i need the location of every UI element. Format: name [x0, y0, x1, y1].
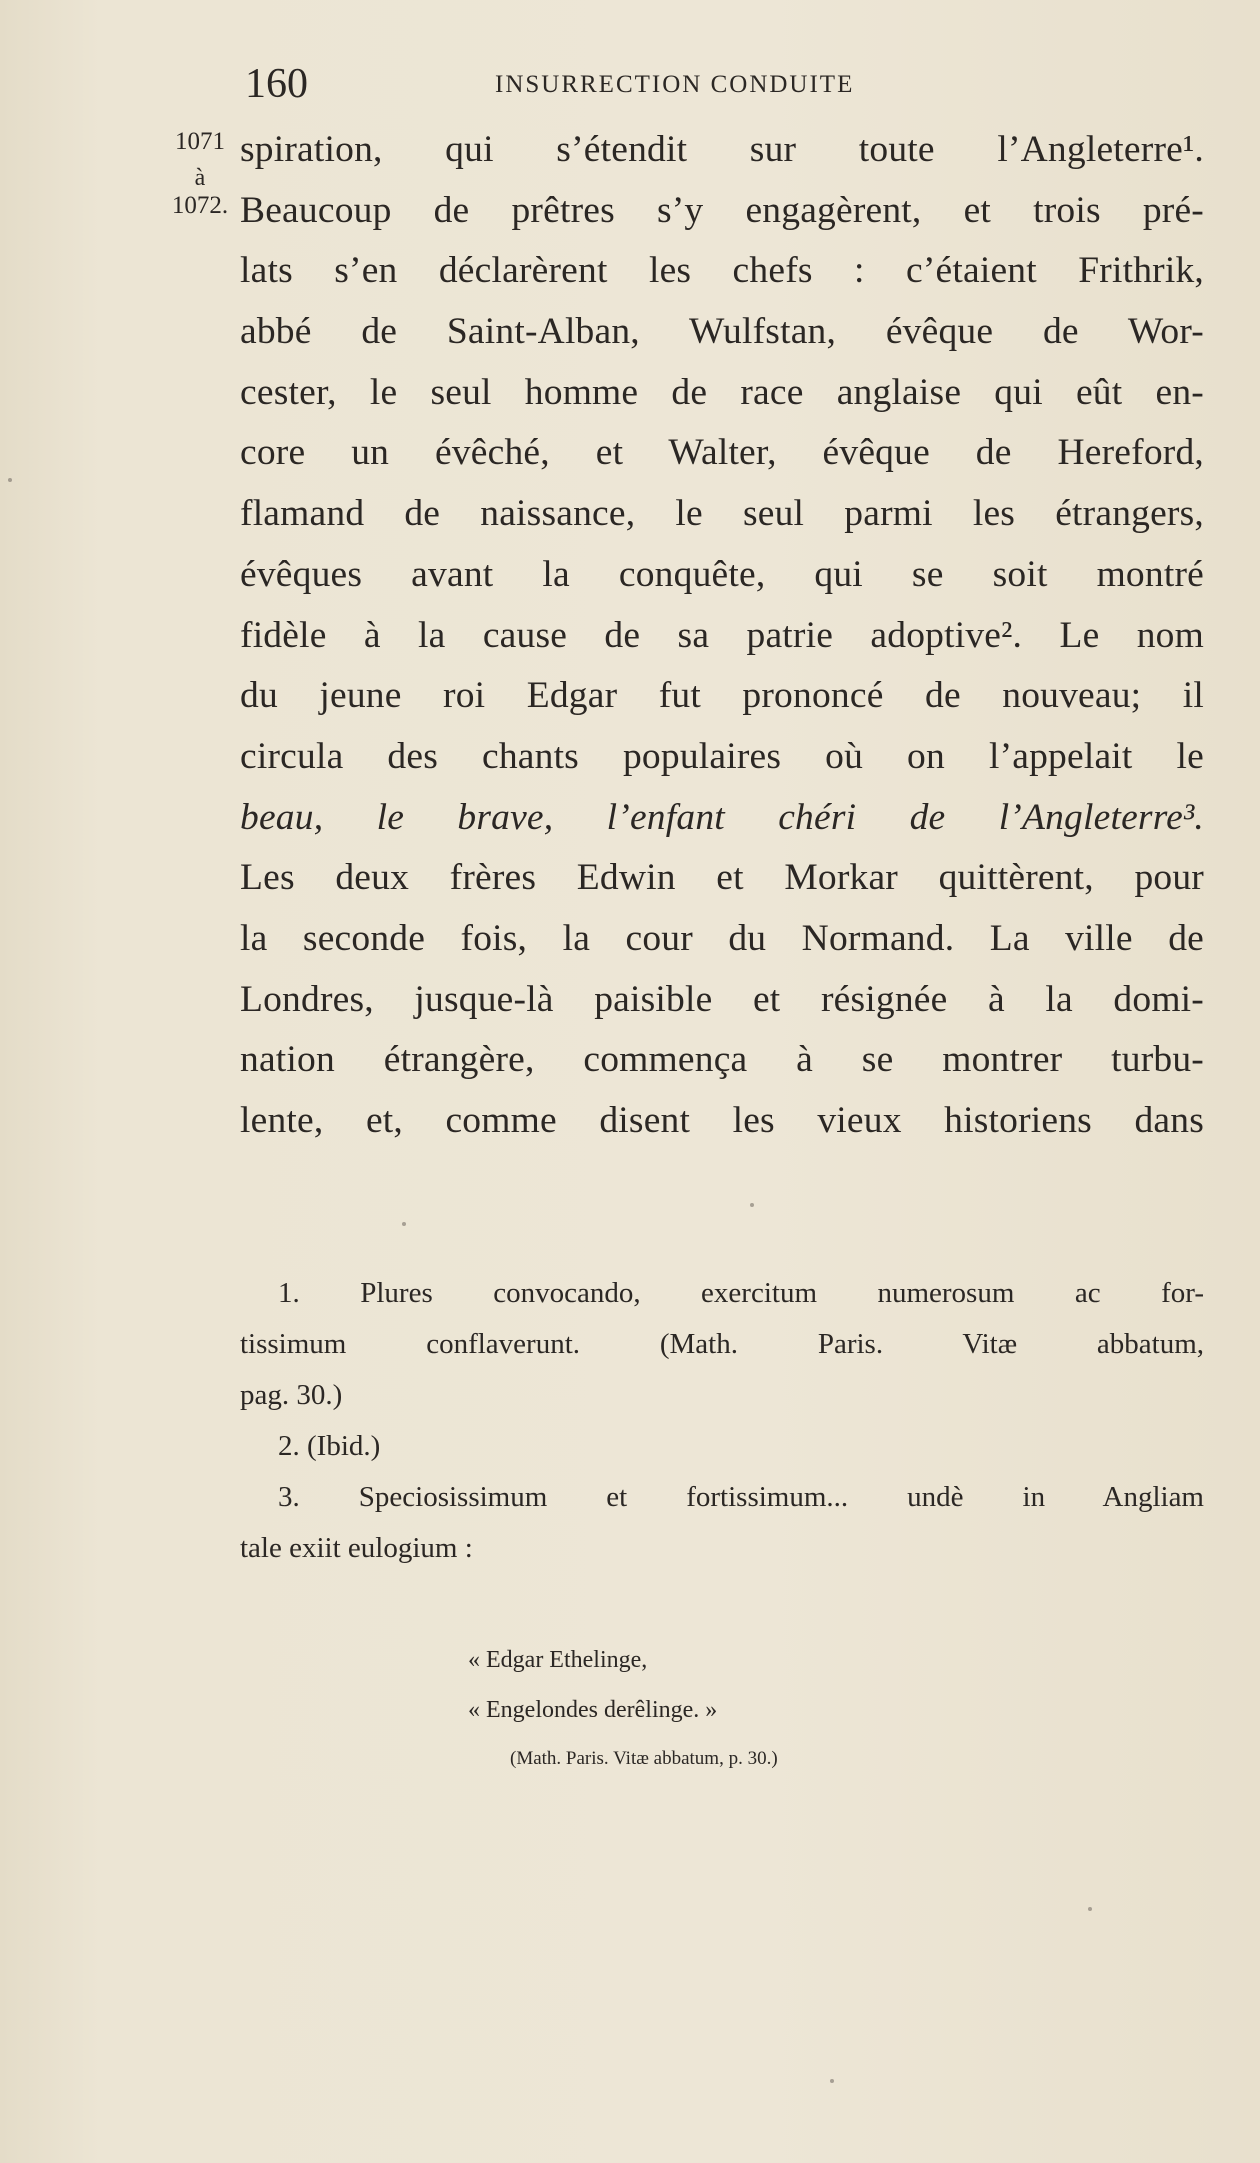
main-text-block [240, 120, 1204, 1152]
paper-speck [1088, 1907, 1092, 1911]
footnote-1-line-2: tissimum conflaverunt. (Math. Paris. Vitæ abbatum, [240, 1328, 1204, 1360]
paper-speck [8, 478, 12, 482]
text-line-15: Londres, jusque-là paisible et résignée à la domi- [240, 978, 1204, 1020]
text-line-7: flamand de naissance, le seul parmi les étrangers, [240, 493, 1204, 535]
text-line-17: lente, et, comme disent les vieux historiens dans [240, 1100, 1204, 1141]
margin-date-end: 1072. [171, 192, 229, 219]
paper-speck [750, 1203, 754, 1207]
text-line-4: abbé de Saint-Alban, Wulfstan, évêque de Wor- [240, 311, 1204, 353]
verse-line-2: « Engelondes derêlinge. » [468, 1697, 718, 1723]
verse-line-1: « Edgar Ethelinge, [468, 1647, 648, 1673]
text-line-2: Beaucoup de prêtres s’y engagèrent, et trois pré- [240, 189, 1204, 231]
page-number: 160 [245, 61, 308, 107]
margin-date-to: à [194, 165, 206, 191]
text-line-6: core un évêché, et Walter, évêque de Hereford, [240, 432, 1204, 474]
footnotes [240, 1268, 1204, 1574]
footnote-3-line-1: 3. Speciosissimum et fortissimum... undè in Angliam [278, 1481, 1204, 1513]
text-line-3: lats s’en déclarèrent les chefs : c’étaient Frithrik, [240, 250, 1204, 292]
text-line-13: Les deux frères Edwin et Morkar quittèrent, pour [240, 857, 1204, 899]
paper-speck [402, 1222, 406, 1226]
text-line-11: circula des chants populaires où on l’appelait le [240, 735, 1204, 777]
footnote-3-line-2: tale exiit eulogium : [240, 1532, 473, 1564]
running-title: INSURRECTION CONDUITE [495, 71, 855, 98]
paper-speck [830, 2079, 834, 2083]
footnote-2: 2. (Ibid.) [278, 1430, 381, 1462]
margin-date-start: 1071 [175, 128, 225, 155]
verse-citation: (Math. Paris. Vitæ abbatum, p. 30.) [510, 1748, 778, 1769]
footnote-1-line-3: pag. 30.) [240, 1379, 343, 1411]
text-line-12: beau, le brave, l’enfant chéri de l’Angleterre³. [240, 796, 1204, 838]
text-line-10: du jeune roi Edgar fut prononcé de nouveau; il [240, 675, 1204, 717]
footnote-1-line-1: 1. Plures convocando, exercitum numerosum ac for- [278, 1277, 1204, 1309]
text-line-1: spiration, qui s’étendit sur toute l’Angleterre¹. [240, 129, 1204, 170]
margin-date-note [152, 128, 248, 220]
text-line-14: la seconde fois, la cour du Normand. La ville de [240, 917, 1204, 959]
text-line-16: nation étrangère, commença à se montrer turbu- [240, 1039, 1204, 1081]
text-line-5: cester, le seul homme de race anglaise qui eût en- [240, 371, 1204, 413]
text-line-9: fidèle à la cause de sa patrie adoptive². Le nom [240, 614, 1204, 656]
page-header [245, 62, 1005, 112]
text-line-8: évêques avant la conquête, qui se soit montré [240, 553, 1204, 595]
